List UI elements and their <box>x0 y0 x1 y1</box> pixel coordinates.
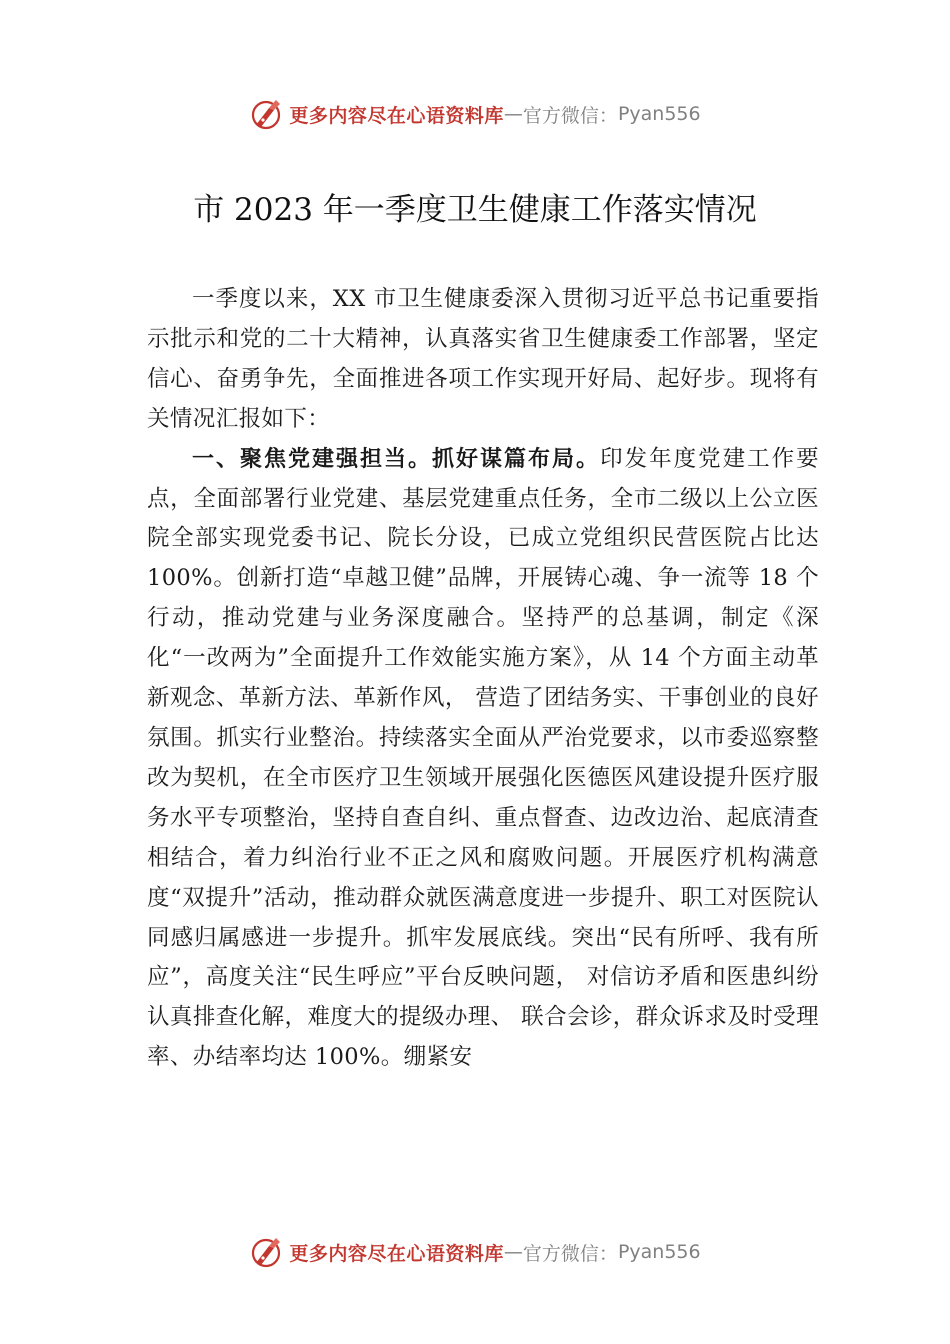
watermark-wechat-label: 官方微信： <box>522 1242 618 1265</box>
watermark-dash: — <box>503 1241 523 1263</box>
pen-nib-circle-icon <box>249 1234 285 1270</box>
document-body <box>147 280 819 1078</box>
intro-paragraph <box>147 280 819 440</box>
document-title: 市 2023 年一季度卫生健康工作落实情况 <box>193 192 757 228</box>
watermark-dash: — <box>503 103 523 125</box>
section-one-heading: 一、聚焦党建强担当。抓好谋篇布局。 <box>192 446 601 472</box>
watermark-library-text: 更多内容尽在心语资料库 <box>289 104 504 127</box>
watermark-wechat-id: Pyan556 <box>617 1241 701 1263</box>
watermark-wechat-label: 官方微信： <box>522 104 618 127</box>
header-watermark <box>0 94 950 134</box>
section-one-text: 印发年度党建工作要点，全面部署行业党建、基层党建重点任务，全市二级以上公立医院全部实现党委书记、院长分设，已成立党组织民营医院占比达 100%。创新打造“卓越卫健”品牌，开展铸心魂、争一流等 18 个行动，推动党建与业务深度融合。坚持严的总基调，制定《深化“一改两为”全面提升工作效能实施方案》，从 14 个方面主动革新观念、革新方法、革新作风， 营造了团结务实、干事创业的良好氛围。抓实行业整治。持续落实全面从严治党要求，以市委巡察整改为契机，在全市医疗卫生领域开展强化医德医风建设提升医疗服务水平专项整治，坚持自查自纠、重点督查、边改边治、起底清查相结合，着力纠治行业不正之风和腐败问题。开展医疗机构满意度“双提升”活动，推动群众就医满意度进一步提升、职工对医院认同感归属感进一步提升。抓牢发展底线。突出“民有所呼、我有所应”，高度关注“民生呼应”平台反映问题， 对信访矛盾和医患纠纷认真排查化解，难度大的提级办理、 联合会诊，群众诉求及时受理率、办结率均达 100%。绷紧安 <box>147 445 819 1071</box>
intro-text: 一季度以来，XX 市卫生健康委深入贯彻习近平总书记重要指示批示和党的二十大精神，认真落实省卫生健康委工作部署，坚定信心、奋勇争先，全面推进各项工作实现开好局、起好步。现将有关情况汇报如下： <box>147 286 819 432</box>
section-one-paragraph <box>147 440 819 1079</box>
pen-nib-circle-icon <box>249 96 285 132</box>
watermark-wechat-id: Pyan556 <box>617 103 701 125</box>
footer-watermark <box>0 1232 950 1272</box>
watermark-library-text: 更多内容尽在心语资料库 <box>289 1242 504 1265</box>
